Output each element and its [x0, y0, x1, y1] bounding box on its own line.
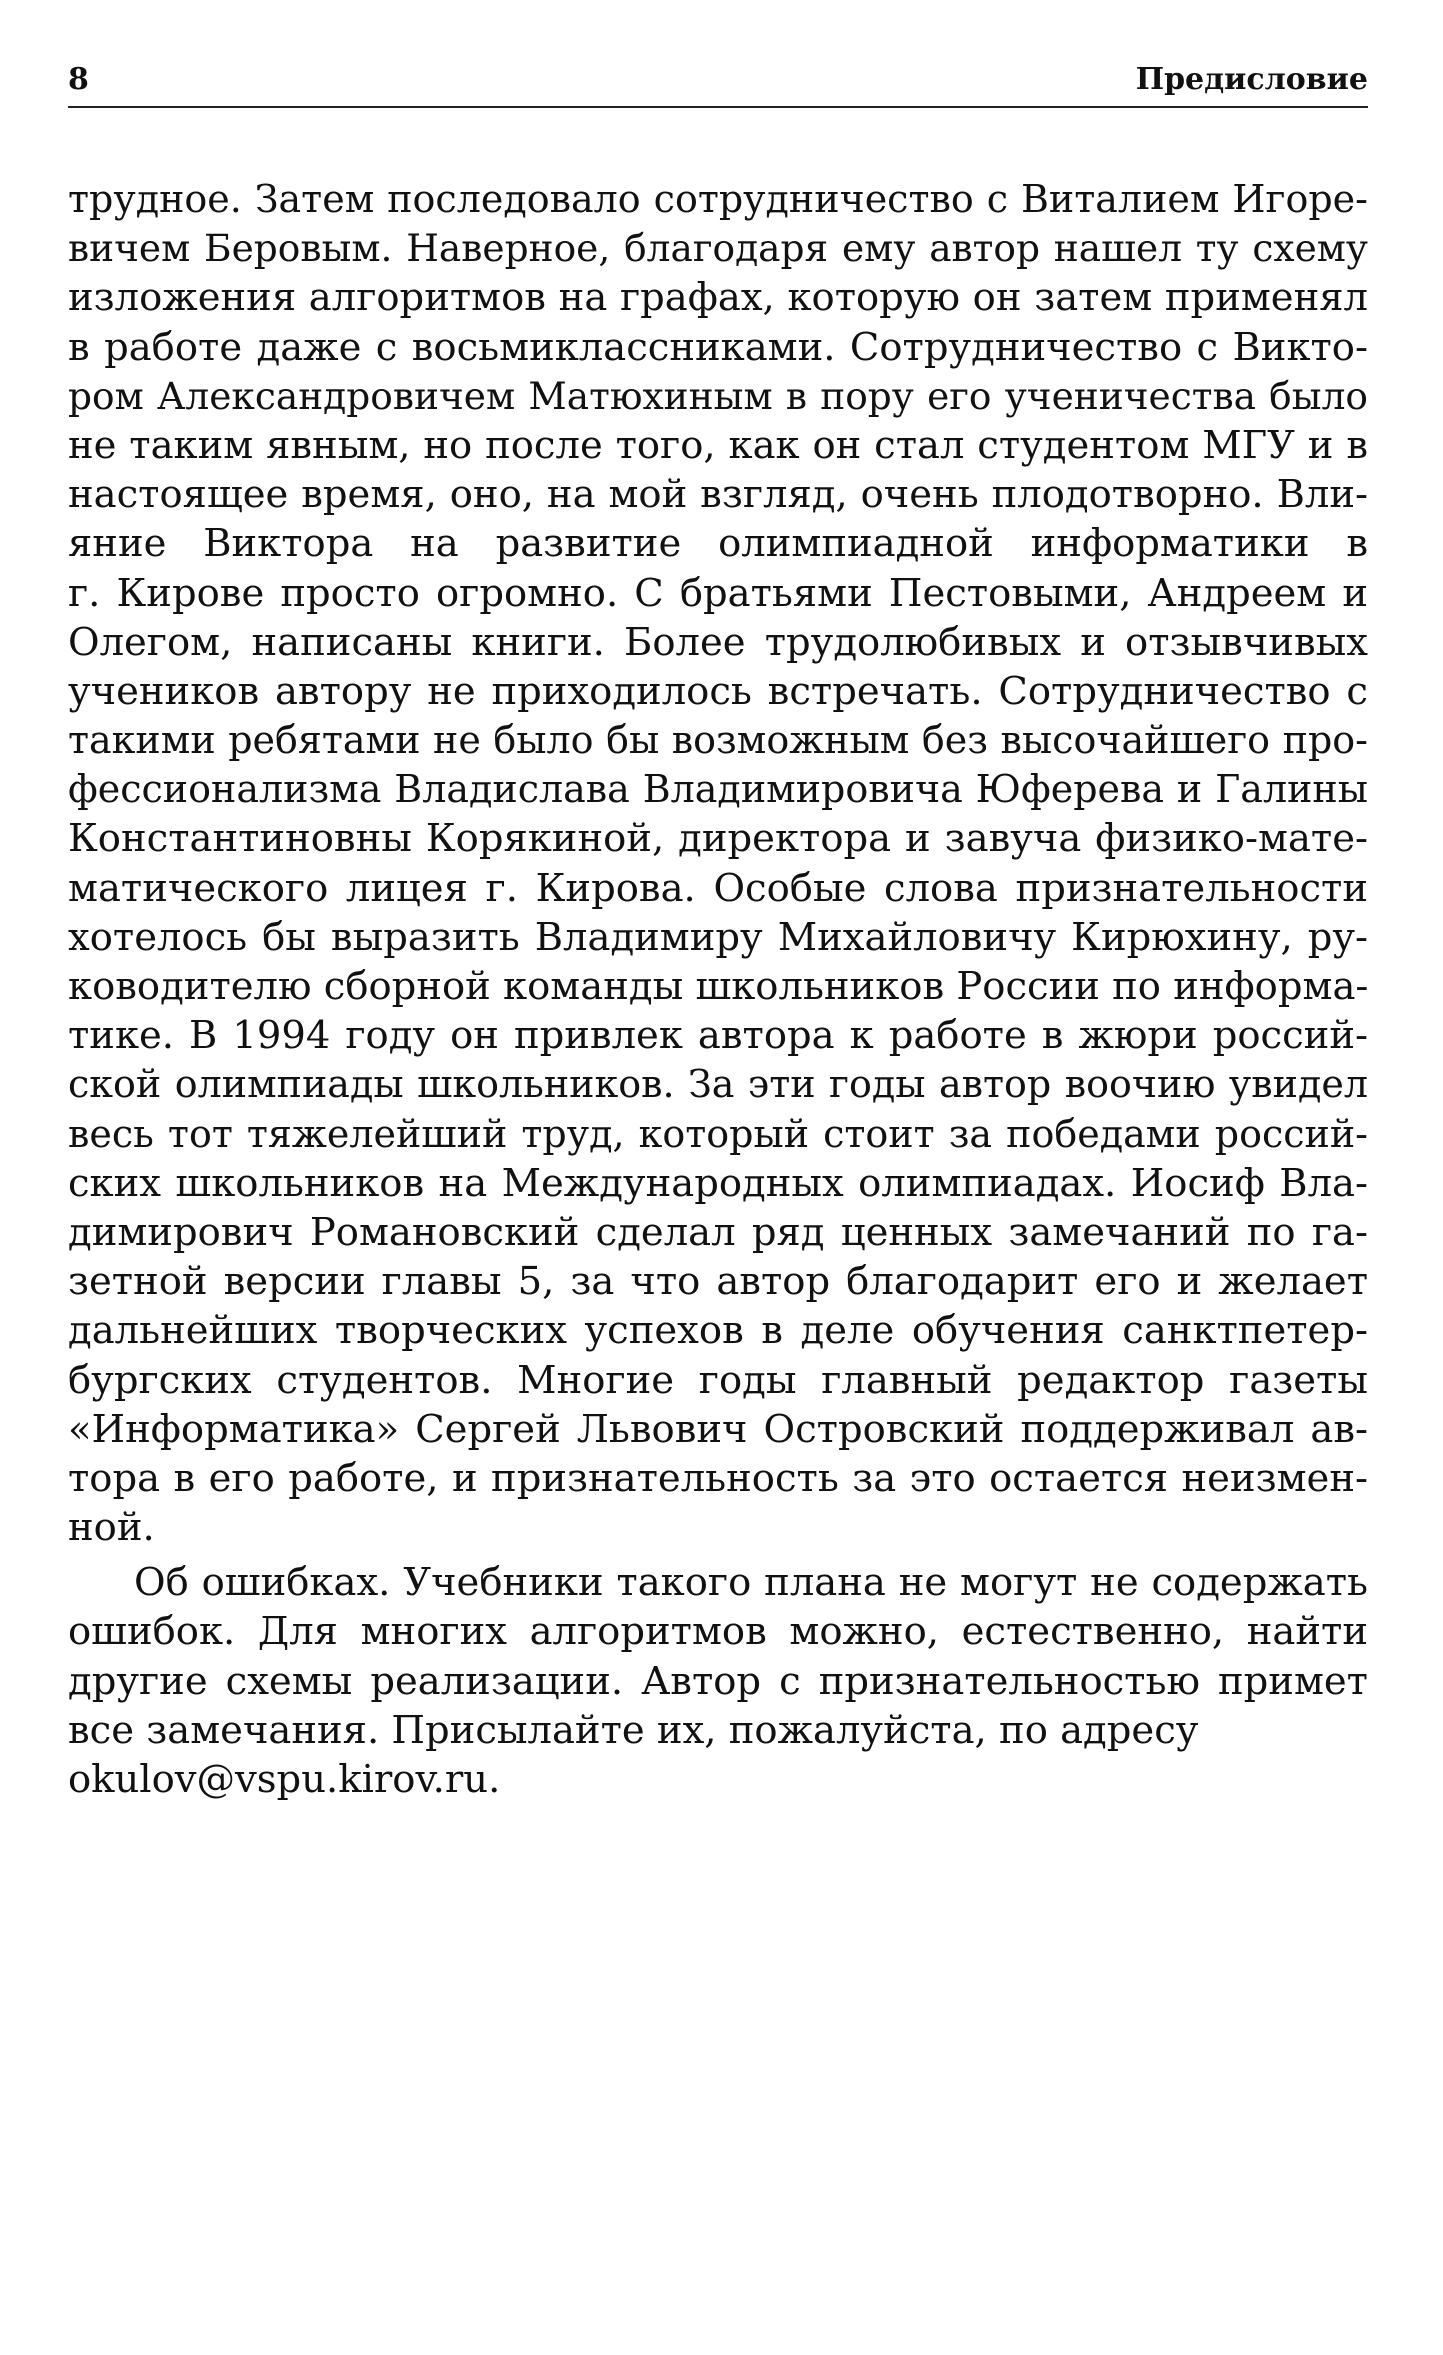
body-text — [68, 175, 1368, 1804]
text-line: тике. В 1994 году он привлек автора к работе в жюри россий- — [68, 1013, 1368, 1059]
text-line: настоящее время, оно, на мой взгляд, очень плодотворно. Вли- — [68, 472, 1368, 518]
text-line: ром Александровичем Матюхиным в пору его ученичества было — [68, 373, 1368, 418]
text-line: другие схемы реализации. Автор с признательностью примет — [68, 1658, 1368, 1704]
text-line: Константиновны Корякиной, директора и завуча физико-мате- — [68, 816, 1368, 862]
text-line: трудное. Затем последовало сотрудничество с Виталием Игоре- — [68, 177, 1368, 221]
text-line: дальнейших творческих успехов в деле обучения санктпетер- — [68, 1308, 1368, 1354]
text-line: зетной версии главы 5, за что автор благодарит его и желает — [68, 1259, 1368, 1305]
text-line: матического лицея г. Кирова. Особые слова признательности — [68, 865, 1368, 911]
text-line: бургских студентов. Многие годы главный редактор газеты — [68, 1357, 1368, 1403]
text-line: изложения алгоритмов на графах, которую он затем применял — [68, 275, 1368, 321]
text-line: учеников автору не приходилось встречать. Сотрудничество с — [68, 668, 1368, 714]
text-line: не таким явным, но после того, как он стал студентом МГУ и в — [68, 422, 1368, 468]
text-line: весь тот тяжелейший труд, который стоит за победами россий- — [68, 1111, 1368, 1156]
text-line: хотелось бы выразить Владимиру Михайловичу Кирюхину, ру- — [68, 914, 1368, 960]
text-line: ошибок. Для многих алгоритмов можно, естественно, найти — [68, 1609, 1368, 1655]
text-line: ной. — [68, 1505, 155, 1551]
text-line: димирович Романовский сделал ряд ценных замечаний по га- — [68, 1209, 1368, 1255]
text-line: г. Кирове просто огромно. С братьями Пестовыми, Андреем и — [68, 570, 1368, 616]
page-header — [68, 62, 1368, 108]
running-title: Предисловие — [1135, 62, 1368, 97]
text-line: Об ошибках. Учебники такого плана не могут не содержать — [134, 1560, 1368, 1606]
text-line: яние Виктора на развитие олимпиадной информатики в — [68, 521, 1368, 567]
paragraph-acknowledgements — [68, 175, 1368, 1552]
text-line: «Информатика» Сергей Львович Островский поддерживал ав- — [68, 1406, 1368, 1452]
text-line: фессионализма Владислава Владимировича Юферева и Галины — [68, 767, 1368, 812]
text-line: ской олимпиады школьников. За эти годы автор воочию увидел — [68, 1062, 1368, 1107]
text-line: все замечания. Присылайте их, пожалуйста, по адресу — [68, 1707, 1199, 1753]
text-line: вичем Беровым. Наверное, благодаря ему автор нашел ту схему — [68, 226, 1368, 271]
text-line: такими ребятами не было бы возможным без высочайшего про- — [68, 718, 1368, 763]
text-line: Олегом, написаны книги. Более трудолюбивых и отзывчивых — [68, 619, 1368, 665]
page-number: 8 — [68, 62, 89, 97]
text-line: ководителю сборной команды школьников России по информа- — [68, 964, 1369, 1009]
email-address: okulov@vspu.kirov.ru. — [68, 1757, 501, 1802]
text-line: в работе даже с восьмиклассниками. Сотрудничество с Викто- — [68, 324, 1368, 370]
text-line: ских школьников на Международных олимпиадах. Иосиф Вла- — [68, 1160, 1368, 1206]
text-line: тора в его работе, и признательность за это остается неизмен- — [68, 1455, 1368, 1501]
paragraph-errata — [68, 1558, 1368, 1804]
